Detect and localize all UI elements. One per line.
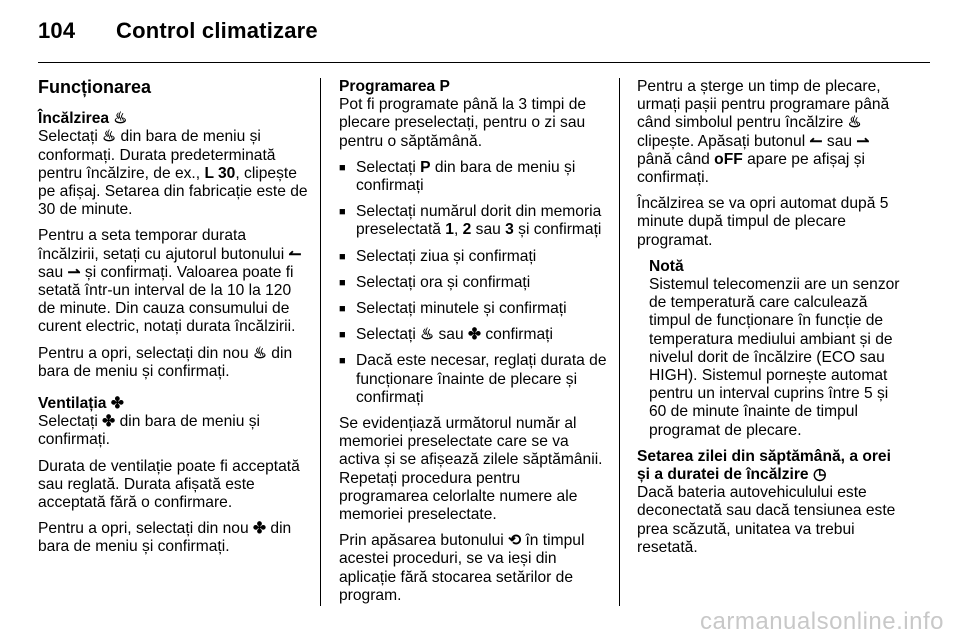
paragraph: Durata de ventilație poate fi acceptată sau reglată. Durata afișată este acceptată fără o confirmare.: [38, 457, 300, 512]
list-item: ■ Selectați minutele și confirmați: [339, 300, 609, 318]
paragraph: [38, 227, 310, 336]
text: clipește. Apăsați butonul: [637, 132, 810, 150]
programming-heading: Programarea P: [339, 78, 450, 95]
text: din bara de meniu și confirmați.: [38, 413, 260, 449]
list-item: ■ Dacă este necesar, reglați durata de funcționare înainte de plecare și confirmați: [339, 352, 609, 407]
ventilation-section: [38, 395, 310, 450]
heating-section: [38, 110, 310, 219]
text: apare pe afișaj și confirmați.: [637, 150, 865, 187]
settings-heading: Setarea zilei din săptămână, a orei și a duratei de încălzire: [637, 447, 891, 484]
text: Dacă bateria autovehiculului este deconectată sau dacă tensiunea este prea scăzută, unitatea va trebui resetată.: [637, 484, 896, 556]
fan-icon: ✤: [467, 326, 482, 344]
column-1: [38, 78, 310, 565]
text: Selectați numărul dorit din memoria preselectată: [356, 203, 602, 239]
default-duration: L 30: [204, 164, 236, 182]
text: sau: [434, 326, 468, 344]
list-item: [339, 326, 609, 344]
column-3: [637, 78, 907, 565]
text: Pentru a șterge un timp de plecare, urmați pașii pentru programare până când simbolul pentru încălzire: [637, 78, 890, 132]
text: și confirmați. Valoarea poate fi setată într-un interval de la 10 la 120 de minute. Din cauza consumului de curent electric, notați durata încălzirii.: [38, 263, 296, 336]
heat-icon: ♨: [102, 128, 117, 146]
note-body: Sistemul telecomenzii are un senzor de temperatură care calculează timpul de funcționare în funcție de temperatura mediului ambiant și de nivelul dorit de încălzire (ECO sau HIGH). Sistemul pornește automat pentru un interval cuprins între 5 și 60 de minute înainte de timpul programat de plecare.: [649, 276, 900, 439]
header-rule: [38, 62, 930, 63]
heating-heading: Încălzirea: [38, 110, 110, 128]
programming-section: [339, 78, 609, 151]
page-number: 104: [38, 18, 76, 43]
text: Pentru a seta temporar durata încălzirii, setați cu ajutorul butonului: [38, 227, 289, 263]
off-display-text: oFF: [714, 150, 743, 168]
memory-number: 1: [445, 221, 454, 239]
text: din bara de meniu și confirmați: [356, 158, 576, 195]
text: în timpul acestei proceduri, se va ieși din aplicație fără stocarea setărilor de program.: [339, 532, 585, 604]
fan-icon: ✤: [252, 520, 267, 538]
note-box: [637, 258, 907, 440]
left-arrow-icon: ↼: [809, 132, 823, 150]
text: Pentru a opri, selectați din nou: [38, 344, 253, 362]
paragraph: [38, 520, 310, 556]
clock-icon: ◷: [812, 466, 827, 484]
settings-section: [637, 448, 907, 557]
text: Pentru a opri, selectați din nou: [38, 520, 253, 538]
text: , clipește pe afișaj. Setarea din fabricație este de 30 de minute.: [38, 164, 308, 219]
text: din bara de meniu și confirmați.: [38, 344, 293, 380]
memory-number: 3: [505, 221, 514, 239]
paragraph: [637, 78, 907, 187]
paragraph: [38, 345, 310, 381]
text: sau: [471, 221, 506, 239]
text: confirmați: [481, 326, 553, 344]
list-item: ■ Selectați ora și confirmați: [339, 274, 609, 292]
ventilation-heading: Ventilația: [38, 395, 107, 413]
text: Selectați: [38, 413, 103, 431]
back-icon: ⟲: [508, 532, 522, 550]
column-2: [339, 78, 609, 613]
heat-icon: ♨: [113, 110, 128, 128]
text: sau: [38, 263, 68, 281]
list-item: [339, 203, 609, 239]
text: Selectați: [356, 326, 421, 344]
column-divider-2: [619, 78, 620, 606]
page-header: [38, 18, 318, 44]
text: sau: [822, 132, 857, 150]
right-arrow-icon: ⇀: [67, 263, 81, 281]
heat-icon: ♨: [420, 326, 435, 344]
heat-icon: ♨: [847, 114, 862, 132]
text: Selectați: [356, 158, 421, 176]
column-divider-1: [320, 78, 321, 606]
text: Prin apăsarea butonului: [339, 532, 509, 550]
text: din bara de meniu și confirmați.: [38, 520, 292, 556]
text: până când: [637, 150, 715, 168]
fan-icon: ✤: [110, 395, 124, 413]
paragraph: Se evidențiază următorul număr al memoriei preselectate care se va activa și se afișează zilele săptămânii. Repetați procedura pentru programarea celorlalte numere ale memoriei preselectate.: [339, 415, 603, 524]
memory-number: 2: [462, 221, 472, 239]
fan-icon: ✤: [102, 413, 116, 431]
note-title: Notă: [649, 257, 684, 275]
section-title: Funcționarea: [38, 77, 152, 97]
program-symbol: P: [420, 158, 431, 176]
heat-icon: ♨: [252, 344, 267, 362]
page-title: Control climatizare: [116, 18, 318, 43]
text: Selectați: [38, 128, 103, 146]
paragraph: Încălzirea se va opri automat după 5 minute după timpul de plecare programat.: [637, 195, 889, 249]
left-arrow-icon: ↼: [288, 245, 302, 263]
text: Pot fi programate până la 3 timpi de plecare preselectați, pentru o zi sau pentru o săptămână.: [339, 96, 587, 150]
text: ,: [453, 221, 463, 239]
text: și confirmați: [513, 221, 602, 239]
right-arrow-icon: ⇀: [856, 132, 870, 150]
list-item: ■ Selectați ziua și confirmați: [339, 248, 609, 266]
text: din bara de meniu și conformați. Durata predeterminată pentru încălzire, de ex.,: [38, 128, 276, 182]
watermark: carmanualsonline.info: [700, 608, 944, 635]
list-item: [339, 159, 609, 195]
paragraph: [339, 532, 609, 605]
